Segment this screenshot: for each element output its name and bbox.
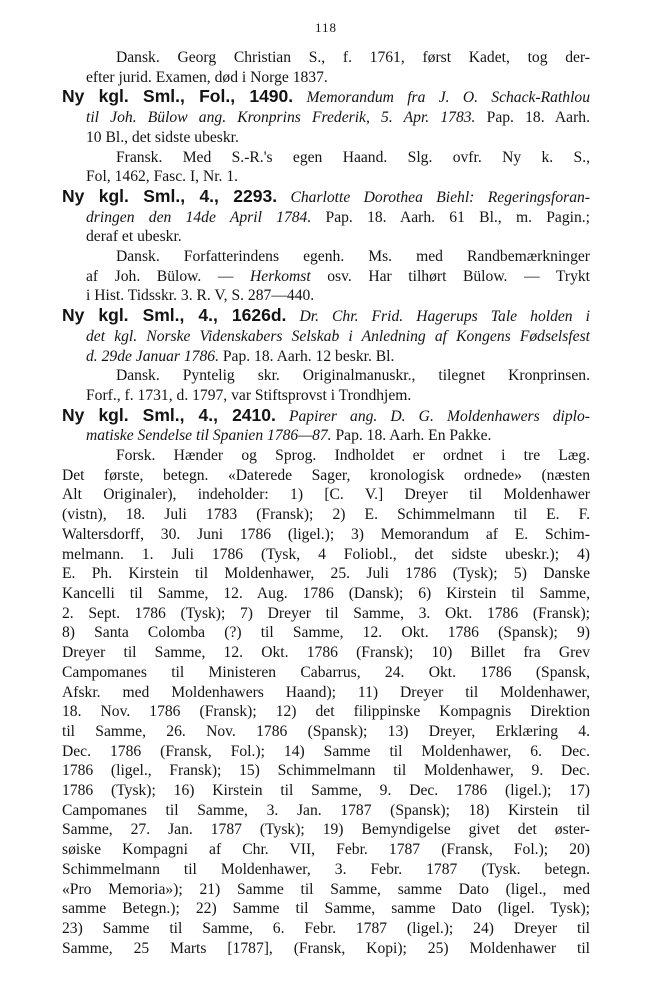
text-line [62,505,590,525]
shelfmark: Ny kgl. Sml., 4., 1626d. [62,305,287,326]
text-run: 23) Samme til Samme, 6. Febr. 1787 (ligel.); 24) Dreyer til [62,919,590,937]
text-run: Forf., f. 1731, d. 1797, var Stiftsprovst i Trondhjem. [86,386,412,404]
text-run [286,308,299,325]
text-line [62,722,590,742]
italic-title: til Joh. Bülow ang. Kronprins Frederik, 5. Apr. 1783. [86,109,476,127]
text-run: Campomanes til Samme, 3. Jan. 1787 (Spansk); 18) Kirstein til [62,801,590,819]
text-run: Samme, 27. Jan. 1787 (Tysk); 19) Bemyndigelse givet det øster- [62,821,590,839]
text-run: melmann. 1. Juli 1786 (Tysk, 4 Foliobl., det sidste ubeskr.); 4) [62,545,590,563]
text-line [62,604,590,624]
text-run: Alt Originaler), indeholder: 1) [C. V.] Dreyer til Moldenhawer [62,486,590,504]
text-line [62,128,590,148]
text-run [293,89,306,106]
text-run: samme Betegn.); 22) Samme til Samme, samme Dato (ligel. Tysk); [62,900,590,918]
text-run: Dansk. Georg Christian S., f. 1761, først Kadet, tog der- [116,49,590,66]
text-line [62,148,590,168]
text-run: 10 Bl., det sidste ubeskr. [86,128,239,146]
text-line [62,801,590,821]
text-line [62,761,590,781]
text-line [62,227,590,247]
italic-title: Dr. Chr. Frid. Hagerups Tale holden i [299,308,590,326]
text-line [62,426,590,446]
text-line [62,466,590,486]
text-line [62,840,590,860]
text-run [276,408,289,425]
shelfmark: Ny kgl. Sml., 4., 2410. [62,404,276,425]
text-line [62,446,590,466]
text-run: Waltersdorff, 30. Juni 1786 (ligel.); 3) Memorandum af E. Schim- [62,525,590,543]
text-run: «Pro Memoria»); 21) Samme til Samme, samme Dato (ligel., med [62,880,590,898]
text-line [62,347,590,367]
text-line [62,525,590,545]
page-number: 118 [314,20,338,35]
text-run: Pap. 18. Aarh. 12 beskr. Bl. [218,347,395,365]
text-run: osv. Har tilhørt Bülow. — Trykt [310,267,591,285]
text-run: 1786 (ligel., Fransk); 15) Schimmelmann til Moldenhawer, 9. Dec. [62,762,590,780]
text-run: deraf et ubeskr. [86,228,182,246]
text-line [62,167,590,187]
text-run: Schimmelmann til Moldenhawer, 3. Febr. 1787 (Tysk. betegn. [62,860,590,878]
text-line [62,545,590,565]
text-line [62,643,590,663]
italic-title: dringen den 14de April 1784. [86,208,312,226]
text-line [62,584,590,604]
text-run: 1786 (Tysk); 16) Kirstein til Samme, 9. Dec. 1786 (ligel.); 17) [62,782,590,800]
text-line [62,68,590,88]
text-run: Samme, 25 Marts [1787], (Fransk, Kopi); 25) Moldenhawer til [62,939,590,957]
italic-title: Herkomst [250,267,311,285]
text-line [62,286,590,306]
text-line [62,208,590,228]
text-line [62,366,590,386]
text-run: Pap. 18. Aarh. [475,109,590,127]
italic-title: d. 29de Januar 1786. [86,347,219,365]
text-run: E. Ph. Kirstein til Moldenhawer, 25. Juli 1786 (Tysk); 5) Danske [62,565,590,583]
text-line [62,485,590,505]
text-run: efter jurid. Examen, død i Norge 1837. [86,68,328,86]
text-run: Kancelli til Samme, 12. Aug. 1786 (Dansk); 6) Kirstein til Samme, [62,584,590,602]
text-line [62,702,590,722]
text-run [277,189,290,206]
text-line [62,406,590,427]
text-run: Dec. 1786 (Fransk, Fol.); 14) Samme til Moldenhawer, 6. Dec. [62,742,590,760]
text-run: Dansk. Forfatterindens egenh. Ms. med Randbemærkninger [116,248,590,266]
text-line [62,187,590,208]
text-run: (vistn), 18. Juli 1783 (Fransk); 2) E. Schimmelmann til E. F. [62,506,590,524]
text-run: Pap. 18. Aarh. En Pakke. [331,427,492,445]
text-run: i Hist. Tidsskr. 3. R. V, S. 287—440. [86,287,315,305]
text-line [62,860,590,880]
text-run: Pap. 18. Aarh. 61 Bl., m. Pagin.; [311,208,591,226]
text-run: 2. Sept. 1786 (Tysk); 7) Dreyer til Samme, 3. Okt. 1786 (Fransk); [62,604,590,622]
text-line [62,919,590,939]
text-run: til Samme, 26. Nov. 1786 (Spansk); 13) Dreyer, Erklæring 4. [62,722,590,740]
text-run: 8) Santa Colomba (?) til Samme, 12. Okt. 1786 (Spansk); 9) [62,624,590,642]
text-run: 18. Nov. 1786 (Fransk); 12) det filippinske Kompagnis Direktion [62,703,590,721]
text-run: Fransk. Med S.-R.'s egen Haand. Slg. ovfr. Ny k. S., [116,148,590,166]
text-run: Det første, betegn. «Daterede Sager, kronologisk ordnede» (næsten [62,466,590,484]
shelfmark: Ny kgl. Sml., Fol., 1490. [62,86,294,107]
text-line [62,939,590,959]
text-line [62,87,590,108]
text-line [62,781,590,801]
text-run: Dreyer til Samme, 12. Okt. 1786 (Fransk); 10) Billet fra Grev [62,644,590,662]
text-run: Fol, 1462, Fasc. I, Nr. 1. [86,168,239,186]
text-line [62,820,590,840]
text-line [62,683,590,703]
text-line [62,899,590,919]
text-line [62,663,590,683]
text-line [62,880,590,900]
text-line [62,306,590,327]
text-line [62,327,590,347]
text-line [62,742,590,762]
text-run: Forsk. Hænder og Sprog. Indholdet er ordnet i tre Læg. [116,447,590,465]
text-run: Dansk. Pyntelig skr. Originalmanuskr., tilegnet Kronprinsen. [116,367,590,385]
italic-title: Charlotte Dorothea Biehl: Regeringsforan- [290,188,590,206]
text-line [62,108,590,128]
text-line [62,48,590,68]
text-run: af Joh. Bülow. — [86,267,251,285]
text-line [62,623,590,643]
text-line [62,386,590,406]
text-line [62,564,590,584]
shelfmark: Ny kgl. Sml., 4., 2293. [62,185,278,206]
text-line [62,267,590,287]
italic-title: matiske Sendelse til Spanien 1786—87. [86,427,332,445]
text-line [62,247,590,267]
text-run: søiske Kompagni af Chr. VII, Febr. 1787 (Fransk, Fol.); 20) [62,841,590,859]
text-body [62,48,590,958]
italic-title: Papirer ang. D. G. Moldenhawers diplo- [288,407,590,425]
italic-title: det kgl. Norske Videnskabers Selskab i Anledning af Kongens Fødselsfest [86,327,590,345]
text-run: Campomanes til Ministeren Cabarrus, 24. Okt. 1786 (Spansk, [62,663,590,681]
text-run: Afskr. med Moldenhawers Haand); 11) Dreyer til Moldenhawer, [62,683,590,701]
document-page [62,20,590,958]
italic-title: Memorandum fra J. O. Schack-Rathlou [306,89,591,107]
